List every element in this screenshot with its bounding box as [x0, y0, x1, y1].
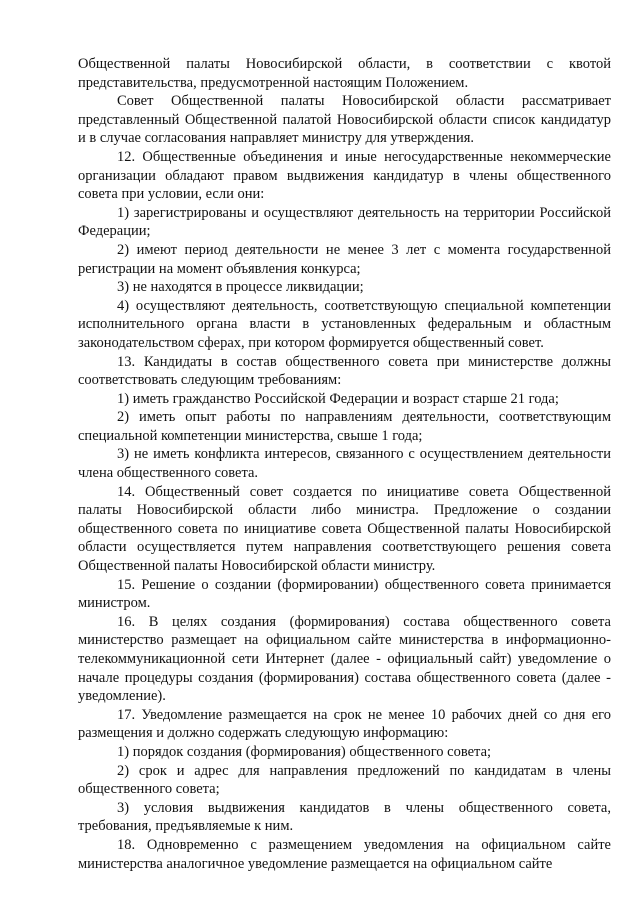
paragraph-18: 3) условия выдвижения кандидатов в члены общественного совета, требования, предъявляемые к ним. [78, 799, 611, 835]
paragraph-7: 4) осуществляют деятельность, соответствующую специальной компетенции исполнительного органа власти в установленных федеральным и областным законодательством сферах, при котором формируется общественный совет. [78, 297, 611, 351]
paragraph-2: Совет Общественной палаты Новосибирской области рассматривает представленный Общественной палатой Новосибирской области список кандидатур и в случае согласования направляет министру для утверждения. [78, 93, 611, 147]
paragraph-5: 2) имеют период деятельности не менее 3 лет с момента государственной регистрации на момент объявления конкурса; [78, 241, 611, 277]
paragraph-1: Общественной палаты Новосибирской области, в соответствии с квотой представительства, предусмотренной настоящим Положением. [78, 56, 611, 91]
paragraph-9: 1) иметь гражданство Российской Федерации и возраст старше 21 года; [117, 390, 559, 407]
paragraph-12: 14. Общественный совет создается по инициативе совета Общественной палаты Новосибирской области либо министра. Предложение о создании общественного совета по инициативе совета Общественной палаты Новосибирской области осуществляется путем направления соответствующего решения совета Общественной палаты Новосибирской области министру. [78, 483, 611, 575]
paragraph-19: 18. Одновременно с размещением уведомления на официальном сайте министерства аналогичное уведомление размещается на официальном сайте [78, 836, 611, 872]
paragraph-6: 3) не находятся в процессе ликвидации; [117, 279, 364, 296]
document-body [78, 55, 611, 873]
paragraph-15: 17. Уведомление размещается на срок не менее 10 рабочих дней со дня его размещения и должно содержать следующую информацию: [78, 706, 611, 742]
paragraph-14: 16. В целях создания (формирования) состава общественного совета министерство размещает на официальном сайте министерства в информационно-телекоммуникационной сети Интернет (далее - официальный сайт) уведомление о начале процедуры создания (формирования) состава общественного совета (далее - уведомление). [78, 613, 611, 705]
paragraph-8: 13. Кандидаты в состав общественного совета при министерстве должны соответствовать следующим требованиям: [78, 353, 611, 389]
paragraph-17: 2) срок и адрес для направления предложений по кандидатам в члены общественного совета; [78, 762, 611, 798]
paragraph-4: 1) зарегистрированы и осуществляют деятельность на территории Российской Федерации; [78, 204, 611, 240]
paragraph-11: 3) не иметь конфликта интересов, связанного с осуществлением деятельности члена общественного совета. [78, 446, 611, 482]
paragraph-3: 12. Общественные объединения и иные негосударственные некоммерческие организации обладают правом выдвижения кандидатур в члены общественного совета при условии, если они: [78, 148, 611, 203]
paragraph-16: 1) порядок создания (формирования) общественного совета; [117, 743, 492, 760]
paragraph-13: 15. Решение о создании (формировании) общественного совета принимается министром. [78, 576, 611, 612]
paragraph-10: 2) иметь опыт работы по направлениям деятельности, соответствующим специальной компетенции министерства, свыше 1 года; [78, 409, 611, 444]
